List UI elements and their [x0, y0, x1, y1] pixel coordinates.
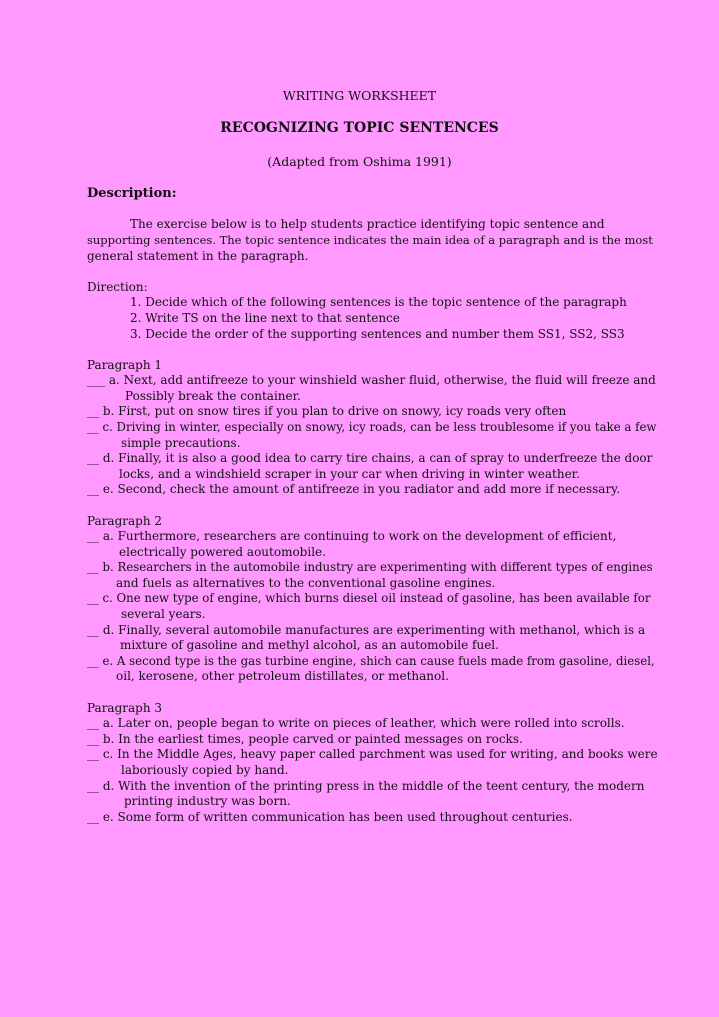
paragraph1-line: simple precautions.: [121, 436, 241, 450]
paragraph1-line: locks, and a windshield scraper in your car when driving in winter weather.: [119, 467, 580, 481]
paragraph2-line: __ b. Researchers in the automobile industry are experimenting with different types of engines: [87, 560, 653, 574]
paragraph2-line: electrically powered aoutomobile.: [119, 545, 326, 559]
paragraph2-line: __ e. A second type is the gas turbine engine, shich can cause fuels made from gasoline, diesel,: [87, 654, 655, 668]
description-line: general statement in the paragraph.: [87, 249, 309, 263]
paragraph1-line: __ e. Second, check the amount of antifreeze in you radiator and add more if necessary.: [87, 482, 621, 496]
paragraph1-line: __ c. Driving in winter, especially on snowy, icy roads, can be less troublesome if you take a few: [87, 420, 657, 434]
worksheet-header: WRITING WORKSHEET: [282, 88, 437, 103]
paragraph1-line: ___ a. Next, add antifreeze to your winshield washer fluid, otherwise, the fluid will freeze and: [87, 373, 656, 387]
paragraph2-line: __ c. One new type of engine, which burns diesel oil instead of gasoline, has been available for: [87, 591, 651, 605]
paragraph2-line: and fuels as alternatives to the conventional gasoline engines.: [116, 576, 496, 590]
paragraph1-label: Paragraph 1: [87, 358, 163, 372]
direction-item: 3. Decide the order of the supporting sentences and number them SS1, SS2, SS3: [130, 327, 625, 341]
paragraph3-line: __ d. With the invention of the printing press in the middle of the teent century, the modern: [87, 779, 645, 793]
description-label: Description:: [87, 186, 177, 201]
description-line: The exercise below is to help students practice identifying topic sentence and: [130, 217, 605, 231]
description-line: supporting sentences. The topic sentence indicates the main idea of a paragraph and is the most: [87, 233, 653, 247]
paragraph3-line: __ e. Some form of written communication has been used throughout centuries.: [87, 810, 573, 824]
paragraph3-line: printing industry was born.: [124, 794, 291, 808]
paragraph2-line: mixture of gasoline and methyl alcohol, as an automobile fuel.: [120, 638, 499, 652]
paragraph2-line: several years.: [121, 607, 206, 621]
paragraph3-line: __ b. In the earliest times, people carved or painted messages on rocks.: [87, 732, 523, 746]
paragraph3-label: Paragraph 3: [87, 701, 163, 715]
direction-label: Direction:: [87, 280, 148, 294]
worksheet-title: RECOGNIZING TOPIC SENTENCES: [220, 120, 499, 136]
paragraph2-label: Paragraph 2: [87, 514, 163, 528]
direction-item: 1. Decide which of the following sentences is the topic sentence of the paragraph: [130, 295, 627, 309]
source-citation: (Adapted from Oshima 1991): [267, 154, 452, 169]
paragraph2-line: oil, kerosene, other petroleum distillates, or methanol.: [116, 669, 449, 683]
paragraph3-line: laboriously copied by hand.: [121, 763, 289, 777]
paragraph1-line: __ b. First, put on snow tires if you plan to drive on snowy, icy roads very often: [87, 404, 567, 418]
paragraph1-line: __ d. Finally, it is also a good idea to carry tire chains, a can of spray to underfreeze the door: [87, 451, 653, 465]
paragraph2-line: __ a. Furthermore, researchers are continuing to work on the development of efficient,: [87, 529, 617, 543]
direction-item: 2. Write TS on the line next to that sentence: [130, 311, 400, 325]
paragraph3-line: __ c. In the Middle Ages, heavy paper called parchment was used for writing, and books were: [87, 747, 658, 761]
paragraph3-line: __ a. Later on, people began to write on pieces of leather, which were rolled into scrolls.: [87, 716, 625, 730]
paragraph1-line: Possibly break the container.: [125, 389, 301, 403]
paragraph2-line: __ d. Finally, several automobile manufactures are experimenting with methanol, which is a: [87, 623, 646, 637]
